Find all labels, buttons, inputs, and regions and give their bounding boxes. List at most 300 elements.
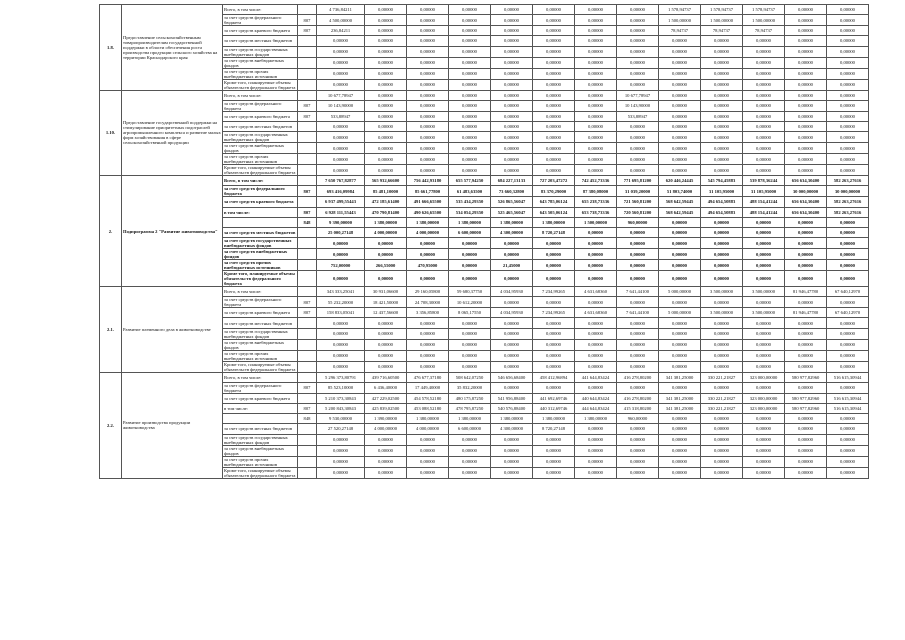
year-amount-cell: 81 946,47780 <box>785 308 827 318</box>
year-amount-cell: 0,00000 <box>701 271 743 287</box>
funding-source: за счет средств государственных внебюджетных фондов <box>223 434 298 445</box>
year-amount-cell: 8 720,27148 <box>533 424 575 434</box>
year-amount-cell: 0,00000 <box>659 456 701 467</box>
year-amount-cell: 516 615,30944 <box>827 393 869 403</box>
year-amount-cell: 0,00000 <box>365 90 407 100</box>
year-amount-cell: 78,94737 <box>743 26 785 36</box>
year-amount-cell: 582 263,27616 <box>827 207 869 217</box>
year-amount-cell: 0,00000 <box>659 217 701 227</box>
year-amount-cell: 494 654,50883 <box>701 197 743 207</box>
year-amount-cell: 0,00000 <box>617 297 659 308</box>
year-amount-cell: 0,00000 <box>743 154 785 165</box>
funding-source: за счет средств государственных внебюджетных фондов <box>223 328 298 339</box>
year-amount-cell: 0,00000 <box>743 36 785 46</box>
year-amount-cell: 0,00000 <box>407 121 449 131</box>
kbk-code <box>298 456 317 467</box>
year-amount-cell: 0,00000 <box>449 238 491 249</box>
year-amount-cell: 4 631,68360 <box>575 287 617 297</box>
year-amount-cell: 582 263,27616 <box>827 176 869 186</box>
year-amount-cell: 0,00000 <box>659 227 701 237</box>
year-amount-cell: 0,00000 <box>533 445 575 456</box>
year-amount-cell: 0,00000 <box>365 26 407 36</box>
year-amount-cell: 0,00000 <box>827 434 869 445</box>
year-amount-cell: 656 634,30400 <box>785 176 827 186</box>
year-amount-cell: 0,00000 <box>575 90 617 100</box>
year-amount-cell: 476 677,37180 <box>407 372 449 382</box>
year-amount-cell: 545 794,45883 <box>701 176 743 186</box>
year-amount-cell: 0,00000 <box>533 57 575 68</box>
funding-source: Всего, в том числе: <box>223 176 298 186</box>
year-amount-cell: 0,00000 <box>701 249 743 260</box>
year-amount-cell: 0,00000 <box>407 68 449 79</box>
year-amount-cell: 1 500,00000 <box>701 15 743 26</box>
year-amount-cell: 87 380,08000 <box>575 186 617 197</box>
year-amount-cell: 472 185,61400 <box>365 197 407 207</box>
year-amount-cell: 0,00000 <box>533 154 575 165</box>
kbk-code <box>298 5 317 15</box>
year-amount-cell: 0,00000 <box>407 361 449 372</box>
year-amount-cell: 756 442,93180 <box>407 176 449 186</box>
funding-source: за счет средств краевого бюджета <box>223 393 298 403</box>
funding-source: Кроме того, планируемые объемы обязательств федерального бюджета <box>223 271 298 287</box>
year-amount-cell: 0,00000 <box>827 154 869 165</box>
year-amount-cell: 535 434,29350 <box>449 197 491 207</box>
total-amount-cell: 0,00000 <box>317 249 365 260</box>
year-amount-cell: 0,00000 <box>785 249 827 260</box>
year-amount-cell: 656 634,30400 <box>785 207 827 217</box>
year-amount-cell: 24 708,30000 <box>407 297 449 308</box>
year-amount-cell: 0,00000 <box>491 143 533 154</box>
year-amount-cell: 458 412,96894 <box>533 372 575 382</box>
year-amount-cell: 0,00000 <box>701 46 743 57</box>
year-amount-cell: 0,00000 <box>659 154 701 165</box>
year-amount-cell: 0,00000 <box>449 26 491 36</box>
kbk-code <box>298 260 317 271</box>
kbk-code: 807 <box>298 111 317 121</box>
year-amount-cell: 0,00000 <box>701 100 743 111</box>
year-amount-cell: 415 318,80200 <box>617 404 659 414</box>
kbk-code: 807 <box>298 297 317 308</box>
year-amount-cell: 4 000,00000 <box>365 424 407 434</box>
year-amount-cell: 5 000,00000 <box>659 287 701 297</box>
year-amount-cell: 0,00000 <box>491 111 533 121</box>
year-amount-cell: 0,00000 <box>491 100 533 111</box>
total-amount-cell: 0,00000 <box>317 57 365 68</box>
year-amount-cell: 0,00000 <box>491 26 533 36</box>
year-amount-cell: 4 300,00000 <box>491 227 533 237</box>
year-amount-cell: 0,00000 <box>575 318 617 328</box>
year-amount-cell: 1 380,00000 <box>407 217 449 227</box>
year-amount-cell: 0,00000 <box>743 424 785 434</box>
year-amount-cell: 0,00000 <box>575 46 617 57</box>
funding-source: в том числе: <box>223 404 298 414</box>
year-amount-cell: 0,00000 <box>449 154 491 165</box>
year-amount-cell: 0,00000 <box>785 165 827 176</box>
total-amount-cell: 0,00000 <box>317 154 365 165</box>
year-amount-cell: 0,00000 <box>743 111 785 121</box>
year-amount-cell: 7 234,99265 <box>533 287 575 297</box>
year-amount-cell: 0,00000 <box>365 467 407 478</box>
year-amount-cell: 0,00000 <box>617 424 659 434</box>
year-amount-cell: 0,00000 <box>617 445 659 456</box>
year-amount-cell: 0,00000 <box>365 68 407 79</box>
kbk-code <box>298 372 317 382</box>
year-amount-cell: 0,00000 <box>701 318 743 328</box>
year-amount-cell: 0,00000 <box>701 68 743 79</box>
year-amount-cell: 0,00000 <box>785 132 827 143</box>
year-amount-cell: 0,00000 <box>701 339 743 350</box>
year-amount-cell: 720 560,81200 <box>617 207 659 217</box>
year-amount-cell: 0,00000 <box>491 249 533 260</box>
funding-source: за счет средств местных бюджетов <box>223 227 298 237</box>
year-amount-cell: 0,00000 <box>491 15 533 26</box>
year-amount-cell: 0,00000 <box>743 227 785 237</box>
year-amount-cell: 0,00000 <box>617 271 659 287</box>
year-amount-cell: 0,00000 <box>533 36 575 46</box>
year-amount-cell: 0,00000 <box>743 260 785 271</box>
year-amount-cell: 0,00000 <box>659 297 701 308</box>
kbk-code <box>298 328 317 339</box>
year-amount-cell: 0,00000 <box>701 79 743 90</box>
year-amount-cell: 0,00000 <box>491 456 533 467</box>
year-amount-cell: 0,00000 <box>365 154 407 165</box>
year-amount-cell: 1 380,00000 <box>575 414 617 424</box>
section-code: 2.2. <box>100 372 122 478</box>
year-amount-cell: 4 631,68360 <box>575 308 617 318</box>
total-amount-cell: 0,00000 <box>317 46 365 57</box>
year-amount-cell: 0,00000 <box>827 445 869 456</box>
year-amount-cell: 0,00000 <box>491 46 533 57</box>
year-amount-cell: 0,00000 <box>449 260 491 271</box>
year-amount-cell: 85 481,10000 <box>365 186 407 197</box>
year-amount-cell: 453 088,52180 <box>407 404 449 414</box>
year-amount-cell: 0,00000 <box>365 132 407 143</box>
year-amount-cell: 0,00000 <box>407 249 449 260</box>
year-amount-cell: 0,00000 <box>533 467 575 478</box>
funding-source: за счет средств внебюджетных фондов <box>223 445 298 456</box>
year-amount-cell: 78,94737 <box>659 26 701 36</box>
year-amount-cell: 0,00000 <box>407 238 449 249</box>
year-amount-cell: 0,00000 <box>743 68 785 79</box>
year-amount-cell: 0,00000 <box>827 132 869 143</box>
year-amount-cell: 0,00000 <box>449 100 491 111</box>
year-amount-cell: 0,00000 <box>491 121 533 131</box>
year-amount-cell: 0,00000 <box>575 271 617 287</box>
year-amount-cell: 0,00000 <box>743 445 785 456</box>
year-amount-cell: 0,00000 <box>827 90 869 100</box>
year-amount-cell: 582 263,27616 <box>827 197 869 207</box>
year-amount-cell: 0,00000 <box>533 260 575 271</box>
year-amount-cell: 0,00000 <box>785 361 827 372</box>
kbk-code <box>298 361 317 372</box>
total-amount-cell: 0,00000 <box>317 350 365 361</box>
year-amount-cell: 7 641,44100 <box>617 308 659 318</box>
table-row <box>100 90 869 100</box>
total-amount-cell: 0,00000 <box>317 68 365 79</box>
year-amount-cell: 0,00000 <box>743 434 785 445</box>
year-amount-cell: 0,00000 <box>785 15 827 26</box>
year-amount-cell: 0,00000 <box>617 456 659 467</box>
total-amount-cell: 0,00000 <box>317 456 365 467</box>
year-amount-cell: 1 500,00000 <box>575 217 617 227</box>
year-amount-cell: 0,00000 <box>785 143 827 154</box>
year-amount-cell: 0,00000 <box>533 382 575 393</box>
year-amount-cell: 4 000,00000 <box>407 227 449 237</box>
year-amount-cell: 0,00000 <box>575 154 617 165</box>
year-amount-cell: 0,00000 <box>449 57 491 68</box>
funding-source: за счет средств местных бюджетов <box>223 36 298 46</box>
year-amount-cell: 441 644,83424 <box>575 372 617 382</box>
total-amount-cell: 6 928 111,55443 <box>317 207 365 217</box>
year-amount-cell: 0,00000 <box>491 271 533 287</box>
year-amount-cell: 78,94737 <box>701 26 743 36</box>
year-amount-cell: 0,00000 <box>743 217 785 227</box>
year-amount-cell: 0,00000 <box>449 165 491 176</box>
funding-source <box>223 217 298 227</box>
year-amount-cell: 0,00000 <box>491 467 533 478</box>
year-amount-cell: 0,00000 <box>575 249 617 260</box>
year-amount-cell: 0,00000 <box>659 79 701 90</box>
funding-source: Кроме того, планируемые объемы обязательств федерального бюджета <box>223 79 298 90</box>
year-amount-cell: 0,00000 <box>575 445 617 456</box>
total-amount-cell: 10 677,78947 <box>317 90 365 100</box>
kbk-code <box>298 79 317 90</box>
year-amount-cell: 0,00000 <box>407 339 449 350</box>
section-name: Подпрограмма 2 "Развитие животноводства" <box>122 176 223 287</box>
year-amount-cell: 0,00000 <box>659 271 701 287</box>
kbk-code: 848 <box>298 414 317 424</box>
year-amount-cell: 643 785,06124 <box>533 197 575 207</box>
year-amount-cell: 0,00000 <box>827 249 869 260</box>
year-amount-cell: 18 421,50000 <box>365 297 407 308</box>
kbk-code <box>298 68 317 79</box>
year-amount-cell: 0,00000 <box>701 424 743 434</box>
year-amount-cell: 0,00000 <box>827 382 869 393</box>
year-amount-cell: 0,00000 <box>533 249 575 260</box>
year-amount-cell: 0,00000 <box>491 434 533 445</box>
year-amount-cell: 416 278,80200 <box>617 393 659 403</box>
year-amount-cell: 470,95000 <box>407 260 449 271</box>
year-amount-cell: 0,00000 <box>701 382 743 393</box>
year-amount-cell: 0,00000 <box>617 132 659 143</box>
year-amount-cell: 0,00000 <box>785 271 827 287</box>
year-amount-cell: 440 312,69746 <box>533 404 575 414</box>
kbk-code <box>298 445 317 456</box>
year-amount-cell: 0,00000 <box>743 100 785 111</box>
year-amount-cell: 0,00000 <box>491 132 533 143</box>
year-amount-cell: 491 666,65500 <box>407 197 449 207</box>
year-amount-cell: 0,00000 <box>575 382 617 393</box>
year-amount-cell: 0,00000 <box>365 339 407 350</box>
year-amount-cell: 0,00000 <box>491 68 533 79</box>
year-amount-cell: 0,00000 <box>827 350 869 361</box>
kbk-code: 807 <box>298 382 317 393</box>
year-amount-cell: 0,00000 <box>407 328 449 339</box>
year-amount-cell: 494 654,50883 <box>701 207 743 217</box>
total-amount-cell: 0,00000 <box>317 445 365 456</box>
total-amount-cell: 5 210 373,30843 <box>317 393 365 403</box>
kbk-code <box>298 249 317 260</box>
year-amount-cell: 0,00000 <box>575 339 617 350</box>
year-amount-cell: 0,00000 <box>575 434 617 445</box>
year-amount-cell: 655 238,73336 <box>575 197 617 207</box>
year-amount-cell: 0,00000 <box>785 350 827 361</box>
year-amount-cell: 0,00000 <box>659 414 701 424</box>
year-amount-cell: 568 642,59445 <box>659 207 701 217</box>
year-amount-cell: 0,00000 <box>827 5 869 15</box>
year-amount-cell: 0,00000 <box>617 154 659 165</box>
year-amount-cell: 10 612,20000 <box>449 297 491 308</box>
year-amount-cell: 0,00000 <box>743 79 785 90</box>
table-row <box>100 287 869 297</box>
year-amount-cell: 488 154,41244 <box>743 207 785 217</box>
total-amount-cell: 158 833,05041 <box>317 308 365 318</box>
year-amount-cell: 0,00000 <box>491 297 533 308</box>
year-amount-cell: 0,00000 <box>743 57 785 68</box>
year-amount-cell: 0,00000 <box>659 339 701 350</box>
year-amount-cell: 0,00000 <box>533 68 575 79</box>
year-amount-cell: 0,00000 <box>575 57 617 68</box>
year-amount-cell: 1 380,00000 <box>533 414 575 424</box>
year-amount-cell: 653 738,73336 <box>575 207 617 217</box>
year-amount-cell: 0,00000 <box>827 414 869 424</box>
year-amount-cell: 0,00000 <box>785 68 827 79</box>
year-amount-cell: 0,00000 <box>407 143 449 154</box>
kbk-code <box>298 143 317 154</box>
year-amount-cell: 0,00000 <box>701 467 743 478</box>
total-amount-cell: 0,00000 <box>317 238 365 249</box>
total-amount-cell: 0,00000 <box>317 361 365 372</box>
year-amount-cell: 0,00000 <box>659 361 701 372</box>
funding-source: за счет средств краевого бюджета <box>223 111 298 121</box>
year-amount-cell: 0,00000 <box>449 249 491 260</box>
funding-source: Всего, в том числе: <box>223 5 298 15</box>
year-amount-cell: 0,00000 <box>659 46 701 57</box>
year-amount-cell: 0,00000 <box>491 90 533 100</box>
year-amount-cell: 440 644,83424 <box>575 393 617 403</box>
year-amount-cell: 0,00000 <box>407 467 449 478</box>
year-amount-cell: 0,00000 <box>365 121 407 131</box>
year-amount-cell: 0,00000 <box>533 165 575 176</box>
kbk-code <box>298 467 317 478</box>
year-amount-cell: 0,00000 <box>701 260 743 271</box>
year-amount-cell: 0,00000 <box>701 297 743 308</box>
year-amount-cell: 323 000,00000 <box>743 404 785 414</box>
year-amount-cell: 0,00000 <box>827 100 869 111</box>
year-amount-cell: 3 500,00000 <box>743 308 785 318</box>
year-amount-cell: 0,00000 <box>575 36 617 46</box>
year-amount-cell: 0,00000 <box>407 350 449 361</box>
year-amount-cell: 12 437,56600 <box>365 308 407 318</box>
year-amount-cell: 0,00000 <box>617 318 659 328</box>
kbk-code <box>298 227 317 237</box>
year-amount-cell: 0,00000 <box>827 26 869 36</box>
year-amount-cell: 0,00000 <box>701 121 743 131</box>
year-amount-cell: 0,00000 <box>365 100 407 111</box>
kbk-code <box>298 318 317 328</box>
year-amount-cell: 0,00000 <box>827 467 869 478</box>
year-amount-cell: 0,00000 <box>617 227 659 237</box>
year-amount-cell: 0,00000 <box>491 328 533 339</box>
kbk-code: 848 <box>298 217 317 227</box>
year-amount-cell: 771 695,81200 <box>617 176 659 186</box>
year-amount-cell: 0,00000 <box>659 382 701 393</box>
year-amount-cell: 0,00000 <box>743 382 785 393</box>
year-amount-cell: 0,00000 <box>617 382 659 393</box>
year-amount-cell: 0,00000 <box>743 46 785 57</box>
year-amount-cell: 0,00000 <box>533 79 575 90</box>
year-amount-cell: 10 143,90000 <box>617 100 659 111</box>
year-amount-cell: 0,00000 <box>407 318 449 328</box>
year-amount-cell: 30 000,00000 <box>785 186 827 197</box>
year-amount-cell: 0,00000 <box>491 318 533 328</box>
year-amount-cell: 0,00000 <box>701 111 743 121</box>
funding-source: за счет средств федерального бюджета <box>223 100 298 111</box>
year-amount-cell: 330 221,21827 <box>701 372 743 382</box>
year-amount-cell: 7 234,99265 <box>533 308 575 318</box>
year-amount-cell: 0,00000 <box>785 318 827 328</box>
year-amount-cell: 0,00000 <box>659 260 701 271</box>
year-amount-cell: 0,00000 <box>659 328 701 339</box>
year-amount-cell: 1 390,00000 <box>365 414 407 424</box>
kbk-code <box>298 46 317 57</box>
year-amount-cell: 0,00000 <box>617 260 659 271</box>
year-amount-cell: 533,88947 <box>617 111 659 121</box>
year-amount-cell: 0,00000 <box>827 121 869 131</box>
total-amount-cell: 85 523,10000 <box>317 382 365 393</box>
year-amount-cell: 0,00000 <box>407 445 449 456</box>
year-amount-cell: 0,00000 <box>785 111 827 121</box>
total-amount-cell: 0,00000 <box>317 467 365 478</box>
year-amount-cell: 0,00000 <box>575 297 617 308</box>
year-amount-cell: 0,00000 <box>449 434 491 445</box>
kbk-code <box>298 57 317 68</box>
kbk-code <box>298 393 317 403</box>
year-amount-cell: 0,00000 <box>701 414 743 424</box>
year-amount-cell: 0,00000 <box>533 339 575 350</box>
year-amount-cell: 1 380,00000 <box>491 217 533 227</box>
year-amount-cell: 0,00000 <box>449 46 491 57</box>
kbk-code <box>298 154 317 165</box>
year-amount-cell: 0,00000 <box>617 350 659 361</box>
year-amount-cell: 0,00000 <box>785 456 827 467</box>
year-amount-cell: 0,00000 <box>365 165 407 176</box>
year-amount-cell: 341 381,25000 <box>659 404 701 414</box>
year-amount-cell: 470 790,81400 <box>365 207 407 217</box>
year-amount-cell: 21,45000 <box>491 260 533 271</box>
year-amount-cell: 0,00000 <box>659 36 701 46</box>
kbk-code <box>298 434 317 445</box>
year-amount-cell: 0,00000 <box>407 26 449 36</box>
year-amount-cell: 0,00000 <box>827 111 869 121</box>
total-amount-cell: 0,00000 <box>317 132 365 143</box>
year-amount-cell: 0,00000 <box>449 5 491 15</box>
year-amount-cell: 0,00000 <box>575 424 617 434</box>
year-amount-cell: 0,00000 <box>785 26 827 36</box>
year-amount-cell: 0,00000 <box>785 100 827 111</box>
table-row <box>100 5 869 15</box>
year-amount-cell: 0,00000 <box>701 154 743 165</box>
year-amount-cell: 0,00000 <box>449 121 491 131</box>
year-amount-cell: 0,00000 <box>449 143 491 154</box>
kbk-code <box>298 36 317 46</box>
kbk-code <box>298 287 317 297</box>
year-amount-cell: 1 380,00000 <box>365 217 407 227</box>
year-amount-cell: 0,00000 <box>743 350 785 361</box>
year-amount-cell: 85 661,77800 <box>407 186 449 197</box>
kbk-code <box>298 121 317 131</box>
year-amount-cell: 0,00000 <box>701 90 743 100</box>
